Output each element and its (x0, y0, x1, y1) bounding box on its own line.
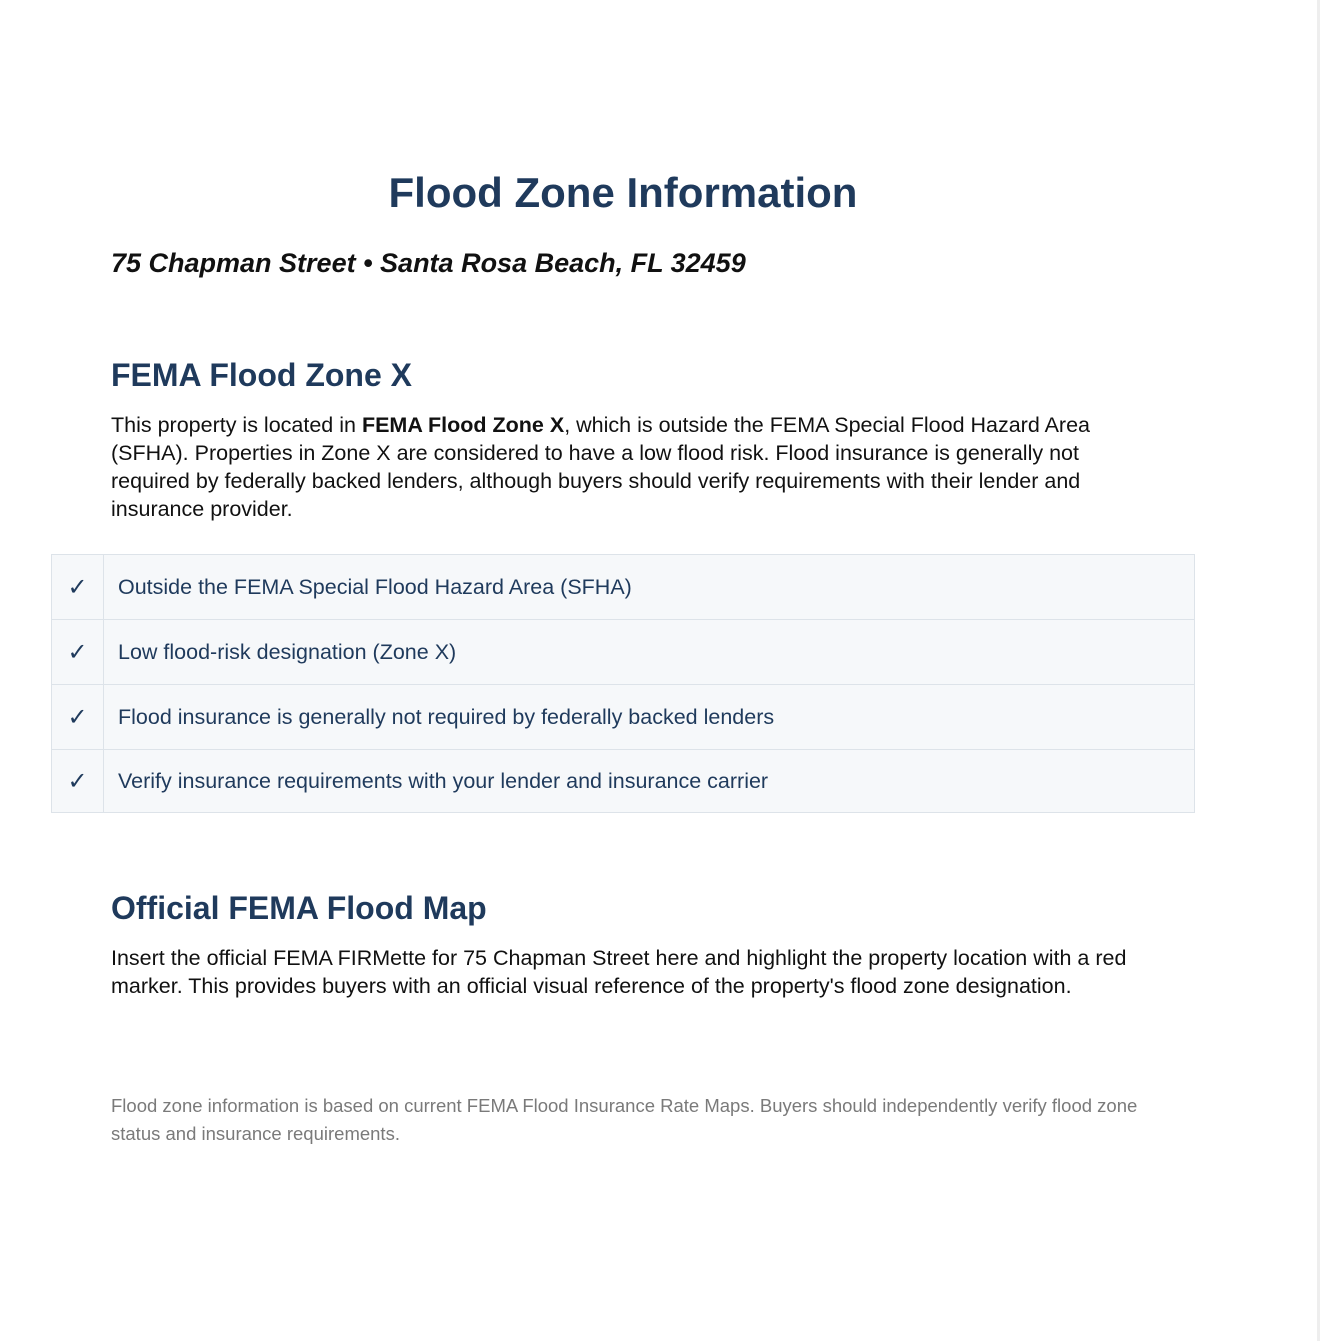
checklist-row (52, 620, 1194, 685)
checkmark-icon: ✓ (52, 620, 104, 684)
checklist-item-label: Outside the FEMA Special Flood Hazard Area (SFHA) (118, 574, 632, 599)
disclaimer-note: Flood zone information is based on current FEMA Flood Insurance Rate Maps. Buyers should independently verify flood zone status and insurance requirements. (111, 1095, 1138, 1144)
checkmark-icon: ✓ (52, 685, 104, 749)
description-rest: , which is outside the FEMA Special Flood Hazard Area (SFHA). Properties in Zone X are considered to have a low flood risk. Flood insurance is generally not required by federally backed lenders, although buyers should verify requirements with their lender and insurance provider. (111, 413, 1091, 521)
checklist-item-label: Flood insurance is generally not required by federally backed lenders (118, 704, 775, 729)
description-intro: This property is located in (111, 413, 362, 437)
checklist-item-label: Low flood-risk designation (Zone X) (118, 639, 457, 664)
flood-map-heading: Official FEMA Flood Map (111, 890, 487, 926)
property-address: 75 Chapman Street • Santa Rosa Beach, FL 32459 (111, 248, 746, 278)
flood-zone-checklist (51, 554, 1195, 813)
flood-zone-heading: FEMA Flood Zone X (111, 357, 412, 393)
checklist-row (52, 685, 1194, 750)
checkmark-icon: ✓ (52, 555, 104, 619)
flood-map-description: Insert the official FEMA FIRMette for 75 Chapman Street here and highlight the property location with a red marker. This provides buyers with an official visual reference of the property's flood zone designation. (111, 946, 1127, 998)
checklist-item-label: Verify insurance requirements with your lender and insurance carrier (118, 768, 769, 793)
zone-name-bold: FEMA Flood Zone X (361, 413, 565, 437)
flood-zone-description (111, 411, 1151, 523)
checklist-row (52, 555, 1194, 620)
checkmark-icon: ✓ (52, 750, 104, 812)
checklist-row (52, 750, 1194, 812)
page-title: Flood Zone Information (388, 169, 858, 216)
